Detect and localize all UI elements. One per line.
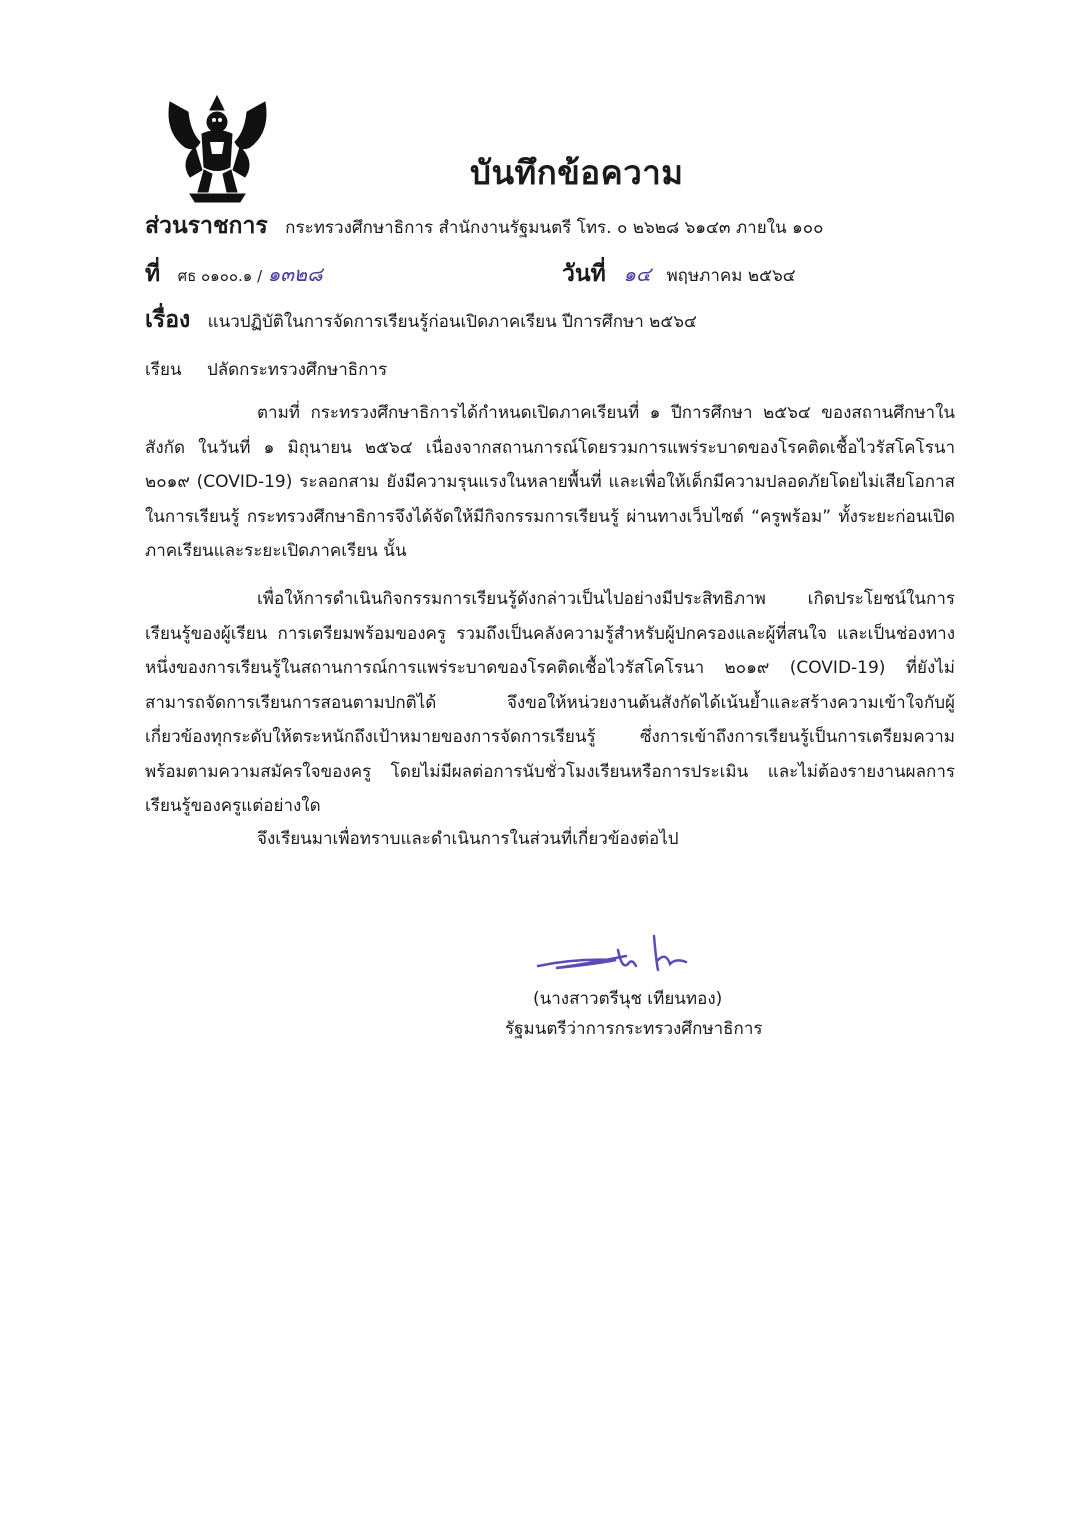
addressee-row: [145, 356, 387, 383]
body-paragraph-1: ตามที่ กระทรวงศึกษาธิการได้กำหนดเปิดภาคเรียนที่ ๑ ปีการศึกษา ๒๕๖๔ ของสถานศึกษาในสังกัด ในวันที่ ๑ มิถุนายน ๒๕๖๔ เนื่องจากสถานการณ์โดยรวมการแพร่ระบาดของโรคติดเชื้อไวรัสโคโรนา ๒๐๑๙ (COVID-19) ระลอกสาม ยังมีความรุนแรงในหลายพื้นที่ และเพื่อให้เด็กมีความปลอดภัยโดยไม่เสียโอกาสในการเรียนรู้ กระทรวงศึกษาธิการจึงได้จัดให้มีกิจกรรมการเรียนรู้ ผ่านทางเว็บไซต์ “ครูพร้อม” ทั้งระยะก่อนเปิดภาคเรียนและระยะเปิดภาคเรียน นั้น: [145, 403, 955, 561]
signatory-name: (นางสาวตรีนุช เทียนทอง): [533, 989, 723, 1009]
body-paragraph-2: เพื่อให้การดำเนินกิจกรรมการเรียนรู้ดังกล่าวเป็นไปอย่างมีประสิทธิภาพ เกิดประโยชน์ในการเรียนรู้ของผู้เรียน การเตรียมพร้อมของครู รวมถึงเป็นคลังความรู้สำหรับผู้ปกครองและผู้ที่สนใจ และเป็นช่องทางหนึ่งของการเรียนรู้ในสถานการณ์การแพร่ระบาดของโรคติดเชื้อไวรัสโคโรนา ๒๐๑๙ (COVID-19) ที่ยังไม่สามารถจัดการเรียนการสอนตามปกติได้ จึงขอให้หน่วยงานต้นสังกัดได้เน้นย้ำและสร้างความเข้าใจกับผู้เกี่ยวข้องทุกระดับให้ตระหนักถึงเป้าหมายของการจัดการเรียนรู้ ซึ่งการเข้าถึงการเรียนรู้เป็นการเตรียมความพร้อมตามความสมัครใจของครู โดยไม่มีผลต่อการนับชั่วโมงเรียนหรือการประเมิน และไม่ต้องรายงานผลการเรียนรู้ของครูแต่อย่างใด: [145, 589, 955, 816]
date-month-year: พฤษภาคม ๒๕๖๔: [666, 266, 796, 286]
addressee-label: เรียน: [145, 360, 182, 380]
agency-label: ส่วนราชการ: [145, 213, 268, 239]
agency-row: [145, 208, 824, 244]
reference-row: [145, 256, 323, 292]
reference-handwritten-number: ๑๓๒๘: [267, 262, 323, 286]
garuda-emblem-icon: [160, 92, 275, 207]
handwritten-signature: [536, 930, 696, 978]
reference-prefix: ศธ ๐๑๐๐.๑ /: [177, 267, 263, 285]
reference-label: ที่: [145, 261, 161, 287]
date-day-handwritten: ๑๔: [623, 262, 652, 286]
agency-value: กระทรวงศึกษาธิการ สำนักงานรัฐมนตรี โทร. ๐ ๒๖๒๘ ๖๑๔๓ ภายใน ๑๐๐: [285, 218, 824, 238]
addressee-value: ปลัดกระทรวงศึกษาธิการ: [206, 360, 388, 380]
date-row: [562, 256, 796, 292]
signatory-position: รัฐมนตรีว่าการกระทรวงศึกษาธิการ: [505, 1019, 763, 1039]
subject-value: แนวปฏิบัติในการจัดการเรียนรู้ก่อนเปิดภาคเรียน ปีการศึกษา ๒๕๖๔: [207, 312, 697, 332]
body-paragraph-3: จึงเรียนมาเพื่อทราบและดำเนินการในส่วนที่เกี่ยวข้องต่อไป: [257, 829, 679, 849]
subject-label: เรื่อง: [145, 307, 191, 333]
date-label: วันที่: [562, 261, 606, 287]
subject-row: [145, 302, 697, 338]
memo-title: บันทึกข้อความ: [470, 153, 684, 192]
